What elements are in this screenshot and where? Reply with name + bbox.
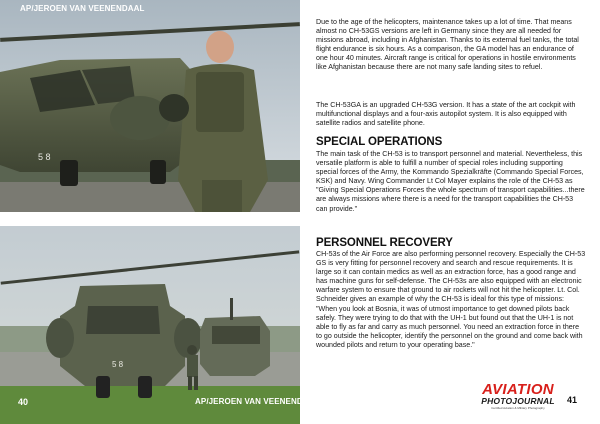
photo-credit-bottom: AP/JEROEN VAN VEENENDAAL [195, 397, 320, 406]
section-heading-special-operations: SPECIAL OPERATIONS [316, 136, 443, 148]
paragraph-text: The main task of the CH-53 is to transport personnel and material. Nevertheless, this versatile platform is able to fulfill a number of special roles including supporting special forces of the Army, the Kommando Spezialkräfte (Commando Special Forces, KSK) and Navy. Wing Commander Lt Col Mayer explains the role of the CH-53 as "Giving Special Operations Forces the whole spectrum of transport capabilities...there are always missions where there is a need for the transport capabilities the CH-53 can provide." [316, 150, 585, 213]
page-number-left: 40 [18, 397, 29, 407]
logo-tagline: Certified Aviation & Military Photography [491, 406, 545, 410]
body-paragraph-1 [316, 18, 586, 73]
paragraph-text: CH-53s of the Air Force are also performing personnel recovery. Especially the CH-53 GS is very fitting for personnel recovery and search and rescue requirements. It is large so it can contain medics as well as an extraction force, has a good range and has machine guns for self-defense. The CH-53s are also equipped with an electronic warfare system to ensure that ground to air rockets will not hit the helicopter. Lt. Col. Schneider gives an example of why the CH-53 is ideal for this type of missions: "When you look at Bosnia, it was of utmost importance to get downed pilots back safely. They were trying to do that with the UH-1 but found out that the UH-1 is not able to fly as far and carry as much personnel. You need an extraction force in there to go outside the helicopter, identify the personnel on the ground and come back with wounded pilots and return to your operating base." [316, 250, 586, 349]
helicopter-pilot-photo [0, 0, 300, 212]
logo-line-2: PHOTOJOURNAL [481, 396, 555, 406]
svg-text:5 8: 5 8 [112, 360, 124, 369]
paragraph-text: The CH-53GA is an upgraded CH-53G version. It has a state of the art cockpit with multifunctional displays and a four-axis autopilot system. It is also equipped with satellite radios and satellite phone. [316, 101, 576, 128]
body-paragraph-4 [316, 250, 586, 350]
body-paragraph-2 [316, 101, 586, 128]
helicopters-on-apron-photo [0, 226, 300, 424]
svg-text:5 8: 5 8 [38, 152, 51, 162]
aviation-photojournal-logo [475, 382, 561, 414]
paragraph-text: Due to the age of the helicopters, maintenance takes up a lot of time. That means almost no CH-53GS versions are left in Germany since they are all needed for missions abroad, including in Afghanistan. Thanks to its external fuel tanks, the total flight endurance is six hours. As a comparison, the GA model has an endurance of one hour 40 minutes. Aircraft range is critical for operations in hostile environments like Afghanistan because there are not many safe landing sites to refuel. [316, 18, 579, 72]
body-paragraph-3 [316, 150, 586, 214]
section-heading-personnel-recovery: PERSONNEL RECOVERY [316, 237, 453, 249]
photo-credit-top: AP/JEROEN VAN VEENENDAAL [20, 4, 145, 13]
page-number-right: 41 [567, 395, 578, 405]
logo-line-1: AVIATION [482, 381, 554, 398]
